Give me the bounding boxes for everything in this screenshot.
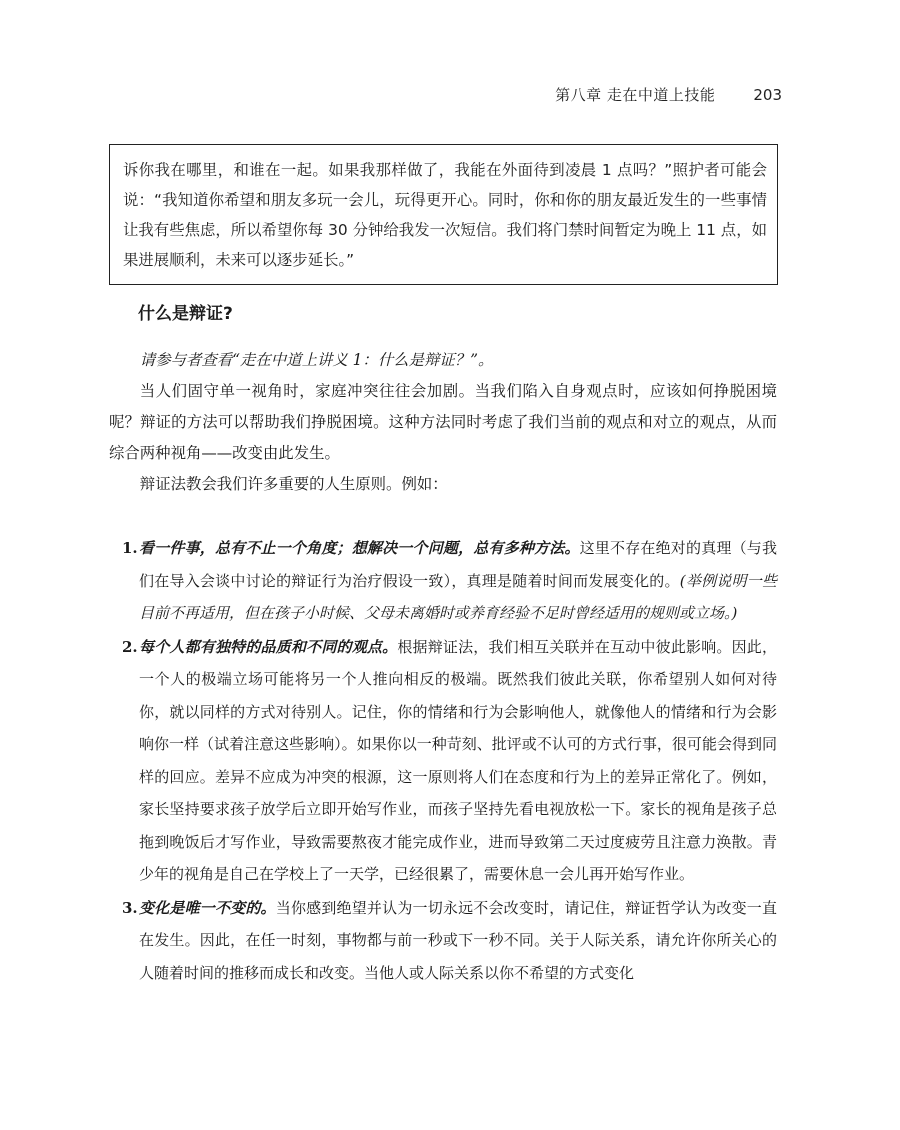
principle-lead: 每个人都有独特的品质和不同的观点。 bbox=[139, 637, 398, 656]
principle-number: 3. bbox=[122, 898, 138, 917]
paragraph-1: 当人们固守单一视角时，家庭冲突往往会加剧。当我们陷入自身观点时，应该如何挣脱困境呢？辩证的方法可以帮助我们挣脱困境。这种方法同时考虑了我们当前的观点和对立的观点，从而综合两种视角——改变由此发生。 bbox=[109, 382, 777, 462]
principles-list bbox=[109, 532, 777, 990]
principle-text: 这里不存在绝对的真理（与我们在导入会谈中讨论的辩证行为治疗假设一致），真理是随着时间而发展变化的。 bbox=[139, 539, 777, 590]
boxed-example bbox=[109, 144, 778, 285]
section-heading: 什么是辩证? bbox=[138, 304, 233, 324]
page-number: 203 bbox=[753, 86, 782, 104]
handout-reference-text: 请参与者查看“走在中道上讲义 1：什么是辩证？”。 bbox=[139, 351, 494, 369]
principle-text: 当你感到绝望并认为一切永远不会改变时，请记住，辩证哲学认为改变一直在发生。因此，在任一时刻，事物都与前一秒或下一秒不同。关于人际关系，请允许你所关心的人随着时间的推移而成长和改变。当他人或人际关系以你不希望的方式变化 bbox=[139, 898, 777, 982]
principle-number: 2. bbox=[122, 637, 138, 656]
chapter-title: 第八章 走在中道上技能 bbox=[555, 86, 716, 104]
handout-reference bbox=[109, 345, 777, 376]
intro-text bbox=[109, 345, 777, 500]
principle-item-3 bbox=[109, 892, 777, 990]
running-header bbox=[555, 84, 782, 105]
principle-item-1 bbox=[109, 532, 777, 630]
principle-lead: 看一件事，总有不止一个角度；想解决一个问题，总有多种方法。 bbox=[139, 539, 580, 557]
principle-number: 1. bbox=[122, 539, 138, 557]
paragraph-2: 辩证法教会我们许多重要的人生原则。例如： bbox=[139, 475, 448, 493]
principle-lead: 变化是唯一不变的。 bbox=[139, 898, 276, 917]
boxed-example-text: 诉你我在哪里，和谁在一起。如果我那样做了，我能在外面待到凌晨 1 点吗？”照护者可能会说：“我知道你希望和朋友多玩一会儿，玩得更开心。同时，你和你的朋友最近发生的一些事情让我有些焦虑，所以希望你每 30 分钟给我发一次短信。我们将门禁时间暂定为晚上 11 点，如果进展顺利，未来可以逐步延长。” bbox=[123, 161, 767, 269]
principle-text: 根据辩证法，我们相互关联并在互动中彼此影响。因此，一个人的极端立场可能将另一个人推向相反的极端。既然我们彼此关联，你希望别人如何对待你，就以同样的方式对待别人。记住，你的情绪和行为会影响他人，就像他人的情绪和行为会影响你一样（试着注意这些影响）。如果你以一种苛刻、批评或不认可的方式行事，很可能会得到同样的回应。差异不应成为冲突的根源，这一原则将人们在态度和行为上的差异正常化了。例如，家长坚持要求孩子放学后立即开始写作业，而孩子坚持先看电视放松一下。家长的视角是孩子总拖到晚饭后才写作业，导致需要熬夜才能完成作业，进而导致第二天过度疲劳且注意力涣散。青少年的视角是自己在学校上了一天学，已经很累了，需要休息一会儿再开始写作业。 bbox=[139, 637, 777, 883]
principle-item-2 bbox=[109, 631, 777, 891]
principle-aside: (举例说明一些目前不再适用，但在孩子小时候、父母未离婚时或养育经验不足时曾经适用的规则或立场。) bbox=[139, 571, 777, 622]
